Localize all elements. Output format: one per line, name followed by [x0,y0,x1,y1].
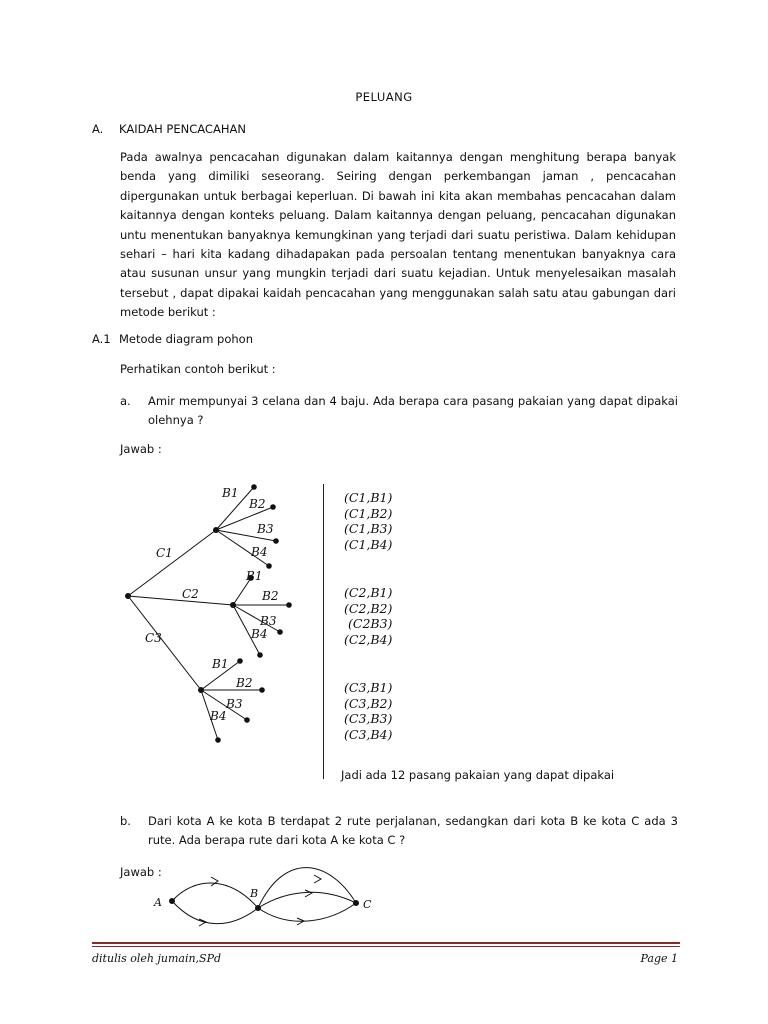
tree-label-b: B3 [226,697,243,711]
tree-label-c: C3 [145,631,162,645]
tree-label-b: B1 [222,486,239,500]
pair-item: (C2,B2) [344,600,393,616]
pair-item: (C2,B4) [344,631,393,647]
route-b-c-bottom [258,903,356,921]
tree-leaf [277,629,283,635]
pair-item: (C2B3) [348,616,393,631]
city-label-b: B [250,887,259,900]
pairs-group-1 [344,490,392,552]
tree-label-c: C1 [156,546,173,560]
city-node-a [169,898,175,904]
pair-item: (C2,B1) [344,585,393,600]
pair-item: (C1,B4) [344,536,393,552]
tree-label-b: B4 [251,627,268,641]
answer-label-a: Jawab : [120,442,162,456]
vertical-divider [323,484,324,779]
tree-label-b: B4 [210,709,227,723]
pairs-group-3 [344,680,392,742]
question-text: Dari kota A ke kota B terdapat 2 rute perjalanan, sedangkan dari kota B ke kota C ada 3 rute. Ada berapa rute dari kota A ke kota C ? [148,814,678,848]
tree-label-b: B2 [249,497,266,511]
section-number: A.1 [92,332,111,346]
route-b-c-top [258,868,356,908]
tree-leaf [259,687,265,693]
tree-leaf [273,538,279,544]
tree-label-b: B2 [236,676,253,690]
question-number: b. [120,814,131,828]
tree-node-c3 [198,687,204,693]
conclusion-a: Jadi ada 12 pasang pakaian yang dapat dipakai [341,768,615,782]
tree-leaf [270,504,276,510]
pair-item: (C3,B2) [344,695,393,711]
answer-label-b: Jawab : [120,865,162,879]
section-number: A. [92,122,104,136]
tree-leaf [266,563,272,569]
pairs-group-2 [344,585,392,647]
tree-node-root [125,593,131,599]
footer-author: ditulis oleh jumain,SPd [92,952,222,965]
tree-label-b: B3 [260,614,277,628]
footer-page-number: Page 1 [640,952,678,965]
section-label: Metode diagram pohon [119,332,253,346]
tree-label-c: C2 [182,587,199,601]
tree-label-b: B4 [251,545,268,559]
tree-label-b: B1 [212,657,229,671]
city-label-a: A [154,896,162,909]
tree-leaf [286,602,292,608]
page-title: PELUANG [355,90,413,104]
city-node-c [353,900,359,906]
arrow-head [305,890,312,897]
tree-label-b: B3 [257,522,274,536]
arrow-head [199,919,206,926]
tree-leaf [257,652,263,658]
route-b-c-middle [258,892,356,908]
tree-leaf [244,717,250,723]
tree-diagram [100,475,330,755]
route-a-b-lower [172,901,258,924]
footer-line-thin [92,946,680,947]
pair-item: (C3,B1) [344,680,393,695]
route-a-b-upper [172,883,258,908]
tree-leaf [251,484,257,490]
question-text: Amir mempunyai 3 celana dan 4 baju. Ada berapa cara pasang pakaian yang dapat dipakai olehnya ? [148,394,678,428]
section-label: KAIDAH PENCACAHAN [119,122,246,136]
pair-item: (C1,B3) [344,521,393,536]
arrow-head [211,877,218,886]
tree-leaf [215,737,221,743]
pair-item: (C1,B1) [344,490,393,505]
pair-item: (C3,B4) [344,726,393,742]
city-node-b [255,905,261,911]
tree-node-c1 [213,527,219,533]
tree-leaf [237,658,243,664]
pair-item: (C3,B3) [344,711,393,726]
footer-line [92,942,680,944]
question-number: a. [120,394,131,408]
tree-label-b: B1 [246,569,263,583]
route-diagram [140,860,380,940]
pair-item: (C1,B2) [344,505,393,521]
city-label-c: C [363,898,372,911]
example-intro: Perhatikan contoh berikut : [120,362,276,376]
arrow-head [314,875,321,883]
tree-node-c2 [230,602,236,608]
tree-label-b: B2 [262,589,279,603]
intro-paragraph: Pada awalnya pencacahan digunakan dalam kaitannya dengan menghitung berapa banyak benda yang dimiliki seseorang. Seiring dengan perkembangan jaman , pencacahan dipergunakan untuk berbagai keperluan. Di bawah ini kita akan membahas pencacahan dalam kaitannya dengan konteks peluang. Dalam kaitannya dengan peluang, pencacahan digunakan untu menentukan banyaknya kemungkinan yang terjadi dari suatu peristiwa. Dalam kehidupan sehari – hari kita kadang dihadapakan pada persoalan tentang menentukan banyaknya cara atau susunan unsur yang mungkin terjadi dari suatu kejadian. Untuk menyelesaikan masalah tersebut , dapat dipakai kaidah pencacahan yang menggunakan salah satu atau gabungan dari metode berikut : [120,150,676,320]
